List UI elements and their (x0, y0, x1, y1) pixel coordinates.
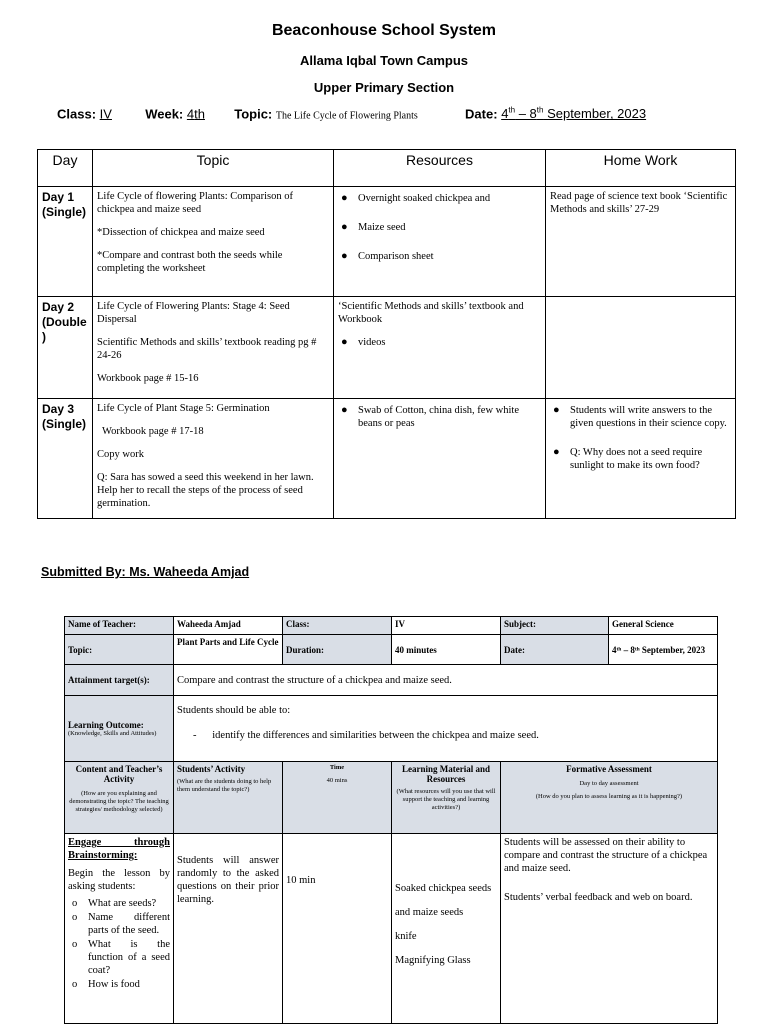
list-item: o Name different parts of the seed. (88, 911, 170, 937)
table-row (65, 762, 718, 834)
table-row (65, 665, 718, 696)
date-value: 4ᵗʰ – 8ᵗʰ September, 2023 (609, 635, 718, 665)
date-label: Date: (501, 635, 609, 665)
table-row (65, 834, 718, 1024)
date-label: Date: (465, 106, 498, 122)
section-name: Upper Primary Section (313, 80, 455, 95)
table-row (38, 399, 736, 519)
student-activity-cell: Students will answer randomly to the asked questions on their prior learning. (174, 834, 283, 1024)
list-item: ● Q: Why does not a seed require sunlight to make its own food? (570, 446, 731, 472)
list-item: ● videos (358, 336, 541, 349)
col-time-header: Time 40 mins (283, 762, 392, 834)
col-content-header: Content and Teacher’s Activity (How are you explaining and demonstrating the topic? The teaching strategies/ methodology selected) (65, 762, 174, 834)
class-value: IV (99, 106, 112, 122)
homework-cell (546, 399, 736, 519)
week-label: Week: (145, 106, 184, 122)
day-cell: Day 3 (Single) (38, 399, 93, 519)
table-row (65, 635, 718, 665)
list-item: ● Students will write answers to the given questions in their science copy. (570, 404, 731, 430)
class-label: Class: (57, 106, 97, 122)
outcome-label-cell: Learning Outcome: (Knowledge, Skills and Attitudes) (65, 696, 174, 762)
homework-cell: Read page of science text book ‘Scientific Methods and skills’ 27-29 (546, 187, 736, 297)
time-cell: 10 min (283, 834, 392, 1024)
class-label: Class: (283, 617, 392, 635)
topic-label: Topic: (234, 106, 273, 122)
list-item: ● Maize seed (358, 221, 541, 234)
resources-cell (334, 399, 546, 519)
list-item: ● Swab of Cotton, china dish, few white beans or peas (358, 404, 541, 430)
list-item: ● Overnight soaked chickpea and (358, 192, 541, 205)
table-row (65, 617, 718, 635)
topic-cell: Life Cycle of Plant Stage 5: Germination Workbook page # 17-18 Copy work Q: Sara has sowed a seed this weekend in her lawn. Help her to recall the steps of the process of seed germination. (93, 399, 334, 519)
subject-value: General Science (609, 617, 718, 635)
table-row (38, 297, 736, 399)
list-item: o How is food (88, 978, 170, 991)
topic-cell: Life Cycle of flowering Plants: Comparison of chickpea and maize seed *Dissection of chickpea and maize seed *Compare and contrast both the seeds while completing the worksheet (93, 187, 334, 297)
table-row (65, 696, 718, 762)
school-name: Beaconhouse School System (271, 22, 497, 39)
resources-cell: ‘Scientific Methods and skills’ textbook and Workbook ● videos (334, 297, 546, 399)
duration-label: Duration: (283, 635, 392, 665)
col-assessment-header: Formative Assessment Day to day assessment (How do you plan to assess learning as it is happening?) (501, 762, 718, 834)
attainment-value: Compare and contrast the structure of a chickpea and maize seed. (174, 665, 718, 696)
materials-cell: Soaked chickpea seeds and maize seeds knife Magnifying Glass (392, 834, 501, 1024)
weekly-plan-table (37, 149, 736, 519)
class-value: IV (392, 617, 501, 635)
table-row (38, 187, 736, 297)
day-cell: Day 1 (Single) (38, 187, 93, 297)
outcome-cell: Students should be able to: - identify the differences and similarities between the chickpea and maize seed. (174, 696, 718, 762)
day-cell: Day 2 (Double ) (38, 297, 93, 399)
topic-value: Plant Parts and Life Cycle (174, 635, 283, 665)
topic-label: Topic: (65, 635, 174, 665)
subject-label: Subject: (501, 617, 609, 635)
header-resources: Resources (334, 150, 546, 187)
teacher-value: Waheeda Amjad (174, 617, 283, 635)
duration-value: 40 minutes (392, 635, 501, 665)
list-item: o What are seeds? (88, 897, 170, 910)
header-homework: Home Work (546, 150, 736, 187)
col-material-header: Learning Material and Resources (What resources will you use that will support the teaching and learning activities?) (392, 762, 501, 834)
date-value: 4th – 8th September, 2023 (501, 106, 647, 122)
campus-name: Allama Iqbal Town Campus (299, 53, 469, 68)
engage-cell: Engage through Brainstorming: Begin the lesson by asking students: o What are seeds? o Name different parts of the seed. o What is the function of a seed coat? o How is food (65, 834, 174, 1024)
info-line (57, 106, 646, 121)
teacher-label: Name of Teacher: (65, 617, 174, 635)
assessment-cell: Students will be assessed on their ability to compare and contrast the structure of a chickpea and maize seed. Students’ verbal feedback and web on board. (501, 834, 718, 1024)
week-value: 4th (186, 106, 205, 122)
resources-cell (334, 187, 546, 297)
list-item: ● Comparison sheet (358, 250, 541, 263)
header-topic: Topic (93, 150, 334, 187)
header-day: Day (38, 150, 93, 187)
list-item: o What is the function of a seed coat? (88, 938, 170, 977)
topic-value: The Life Cycle of Flowering Plants (275, 110, 418, 122)
lesson-plan-table (64, 616, 718, 1024)
submitted-by: Submitted By: Ms. Waheeda Amjad (41, 565, 250, 579)
col-students-header: Students’ Activity (What are the students doing to help them understand the topic?) (174, 762, 283, 834)
attainment-label: Attainment target(s): (65, 665, 174, 696)
topic-cell: Life Cycle of Flowering Plants: Stage 4: Seed Dispersal Scientific Methods and skills’ textbook reading pg # 24-26 Workbook page # 15-16 (93, 297, 334, 399)
homework-cell (546, 297, 736, 399)
